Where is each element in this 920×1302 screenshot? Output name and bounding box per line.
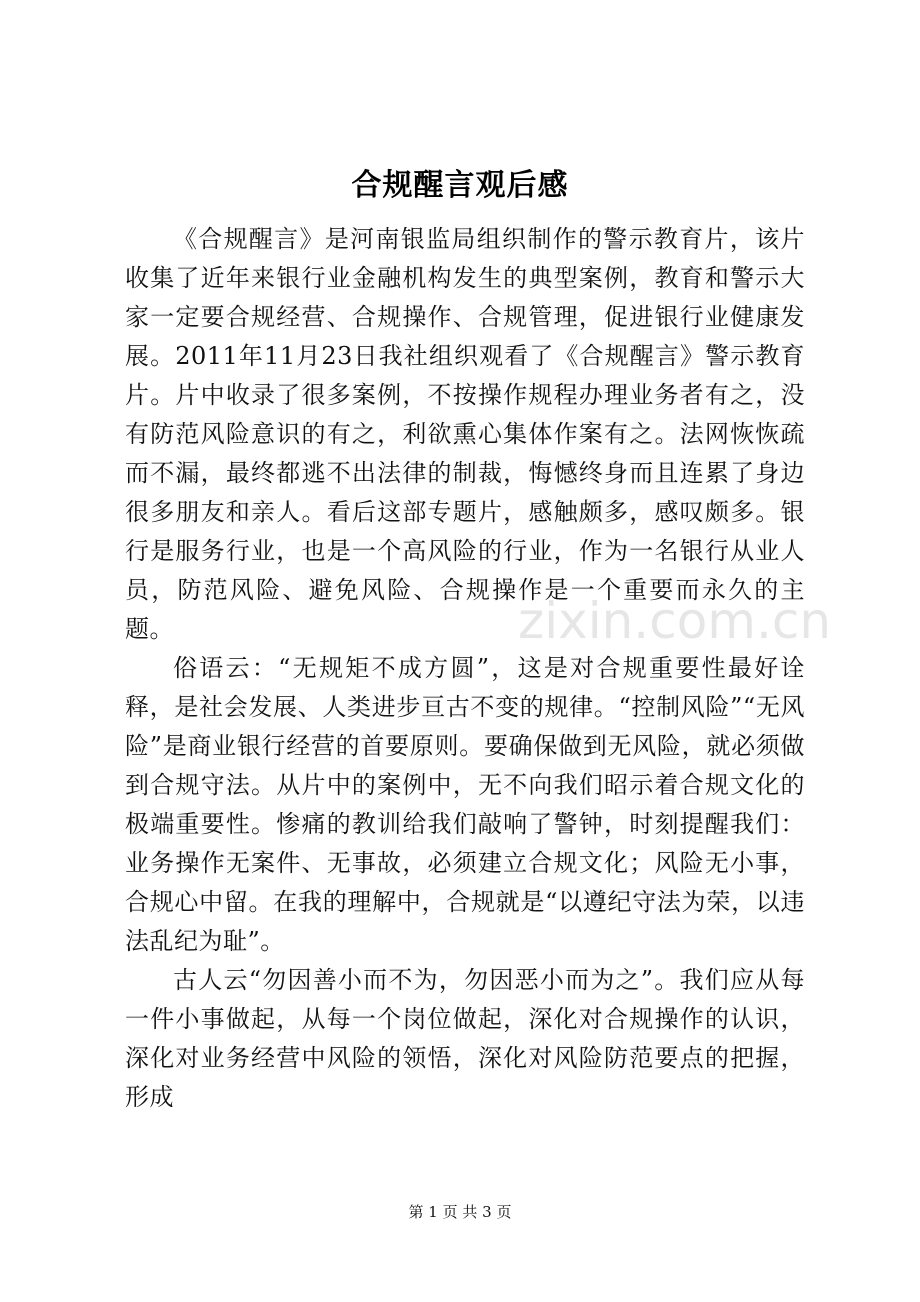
- document-title: 合规醒言观后感: [351, 168, 569, 203]
- page-footer: 第 1 页 共 3 页: [408, 1203, 512, 1221]
- paragraph-2: 俗语云：“无规矩不成方圆”，这是对合规重要性最好诠释，是社会发展、人类进步亘古不变的规律。“控制风险”“无风险”是商业银行经营的首要原则。要确保做到无风险，就必须做到合规守法。从片中的案例中，无不向我们昭示着合规文化的极端重要性。惨痛的教训给我们敲响了警钟，时刻提醒我们：业务操作无案件、无事故，必须建立合规文化；风险无小事，合规心中留。在我的理解中，合规就是“以遵纪守法为荣，以违法乱纪为耻”。: [125, 654, 805, 955]
- watermark: zixin.com.cn: [518, 592, 832, 650]
- document-body: [125, 220, 805, 1117]
- paragraph-1: 《合规醒言》是河南银监局组织制作的警示教育片，该片收集了近年来银行业金融机构发生的典型案例，教育和警示大家一定要合规经营、合规操作、合规管理，促进银行业健康发展。2011年11月23日我社组织观看了《合规醒言》警示教育片。片中收录了很多案例，不按操作规程办理业务者有之，没有防范风险意识的有之，利欲熏心集体作案有之。法网恢恢疏而不漏，最终都逃不出法律的制裁，悔憾终身而且连累了身边很多朋友和亲人。看后这部专题片，感触颇多，感叹颇多。银行是服务行业，也是一个高风险的行业，作为一名银行从业人员，防范风险、避免风险、合规操作是一个重要而永久的主题。: [125, 225, 805, 643]
- paragraph-3: 古人云“勿因善小而不为，勿因恶小而为之”。我们应从每一件小事做起，从每一个岗位做起，深化对合规操作的认识，深化对业务经营中风险的领悟，深化对风险防范要点的把握，形成: [125, 966, 805, 1111]
